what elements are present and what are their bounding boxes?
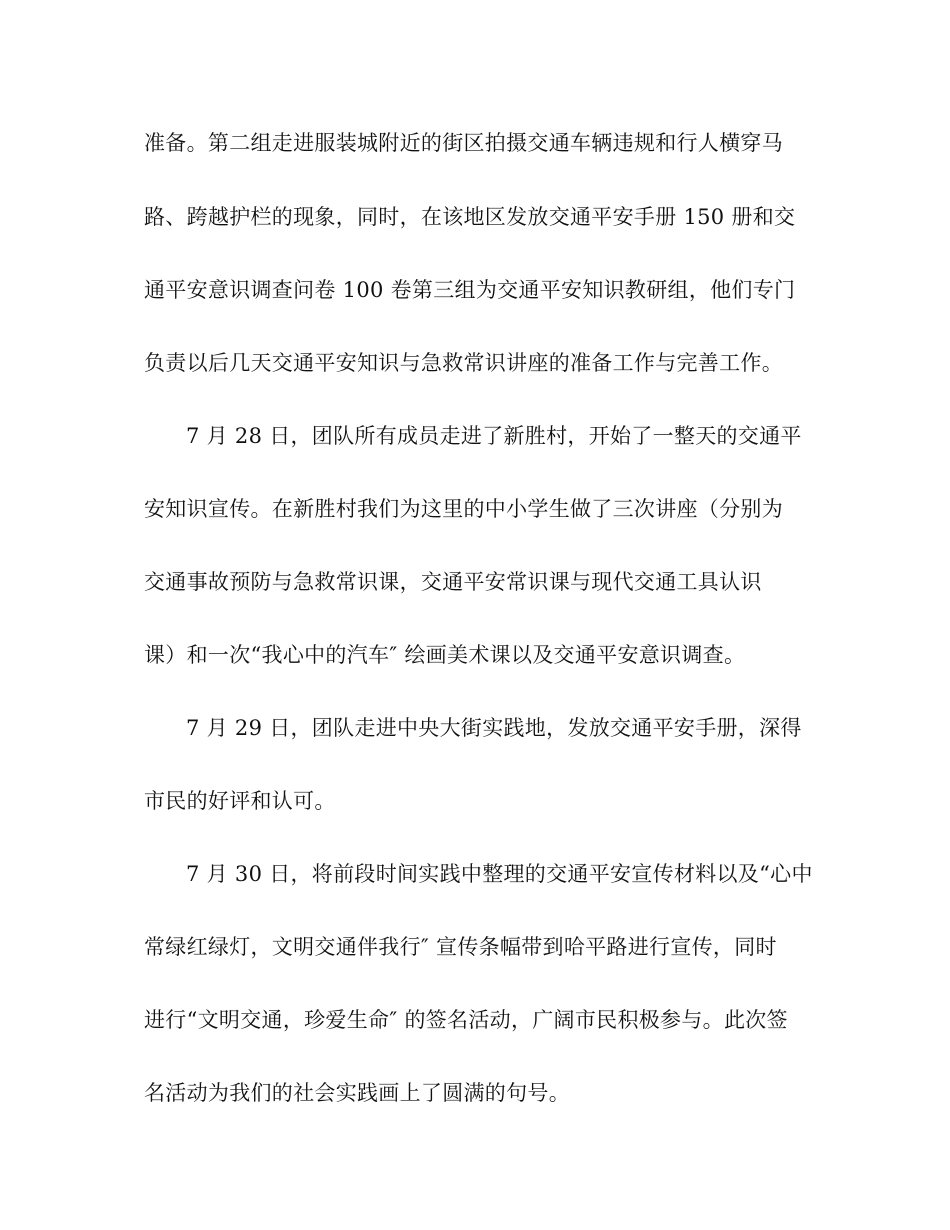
- text-line-4: 负责以后几天交通平安知识与急救常识讲座的准备工作与完善工作。: [144, 351, 783, 375]
- text-line-1: 准备。第二组走进服装城附近的街区拍摄交通车辆违规和行人横穿马: [144, 131, 783, 155]
- text-line-11: 7 月 30 日，将前段时间实践中整理的交通平安宣传材料以及“心中: [186, 862, 813, 886]
- text-line-14: 名活动为我们的社会实践画上了圆满的句号。: [144, 1081, 570, 1105]
- text-line-12: 常绿红绿灯，文明交通伴我行″ 宣传条幅带到哈平路进行宣传，同时: [144, 935, 777, 959]
- text-line-8: 课）和一次“我心中的汽车″ 绘画美术课以及交通平安意识调查。: [144, 643, 746, 667]
- text-line-10: 市民的好评和认可。: [144, 789, 336, 813]
- text-line-9: 7 月 29 日，团队走进中央大街实践地，发放交通平安手册，深得: [186, 716, 802, 740]
- text-line-13: 进行“文明交通，珍爱生命″ 的签名活动，广阔市民积极参与。此次签: [144, 1008, 788, 1032]
- text-line-5: 7 月 28 日，团队所有成员走进了新胜村，开始了一整天的交通平: [186, 424, 802, 448]
- text-line-2: 路、跨越护栏的现象，同时，在该地区发放交通平安手册 150 册和交: [144, 205, 796, 229]
- text-line-6: 安知识宣传。在新胜村我们为这里的中小学生做了三次讲座（分别为: [144, 497, 783, 521]
- text-line-3: 通平安意识调查问卷 100 卷第三组为交通平安知识教研组，他们专门: [144, 278, 796, 302]
- text-line-7: 交通事故预防与急救常识课，交通平安常识课与现代交通工具认识: [144, 570, 762, 594]
